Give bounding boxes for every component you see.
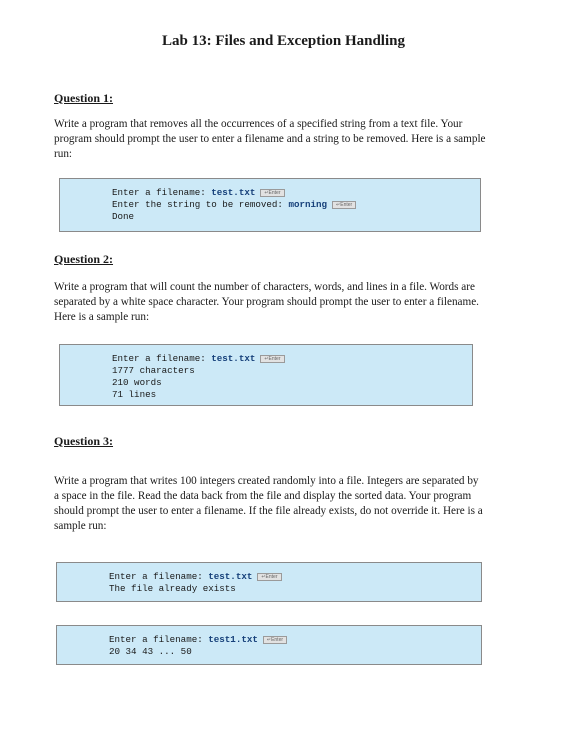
page-title: Lab 13: Files and Exception Handling [162,33,405,49]
sample-run-3a [56,562,482,602]
run-line [109,571,481,583]
question-1-heading: Question 1: [54,91,114,105]
prompt-text: Enter a filename: [112,353,212,364]
sample-run-3b [56,625,482,665]
run-output: The file already exists [109,583,236,594]
user-input: test.txt [208,571,253,582]
prompt-text: Enter the string to be removed: [112,199,289,210]
prompt-text: Enter a filename: [112,187,212,198]
enter-key-icon: ↵Enter [257,573,281,581]
question-2-text: Write a program that will count the number of characters, words, and lines in a file. Words are separated by a white space character. Your program should prompt the user to enter a filename. Here is a sample run: [54,281,479,323]
question-2-heading: Question 2: [54,252,114,266]
sample-run-2 [59,344,473,406]
enter-key-icon: ↵Enter [332,201,356,209]
run-output: 1777 characters [112,365,195,376]
user-input: test.txt [211,353,256,364]
user-input: test.txt [211,187,256,198]
run-line [109,634,481,646]
question-3-text: Write a program that writes 100 integers created randomly into a file. Integers are separated by a space in the file. Read the data back from the file and display the sorted data. Your program should prompt the user to enter a filename. If the file already exists, do not override it. Here is a sample run: [54,475,483,532]
run-output: 210 words [112,377,162,388]
user-input: morning [288,199,328,210]
run-output: 20 34 43 ... 50 [109,646,192,657]
run-line [112,187,480,199]
sample-run-1 [59,178,481,232]
question-3-heading: Question 3: [54,434,114,448]
enter-key-icon: ↵Enter [260,189,284,197]
run-line [112,199,480,211]
prompt-text: Enter a filename: [109,571,209,582]
enter-key-icon: ↵Enter [263,636,287,644]
run-output: 71 lines [112,389,157,400]
run-output: Done [112,211,135,222]
user-input: test1.txt [208,634,258,645]
prompt-text: Enter a filename: [109,634,209,645]
run-line [112,353,472,365]
enter-key-icon: ↵Enter [260,355,284,363]
question-1-text: Write a program that removes all the occurrences of a specified string from a text file. Your program should prompt the user to enter a filename and a string to be removed. Here is a sample run: [54,118,486,160]
